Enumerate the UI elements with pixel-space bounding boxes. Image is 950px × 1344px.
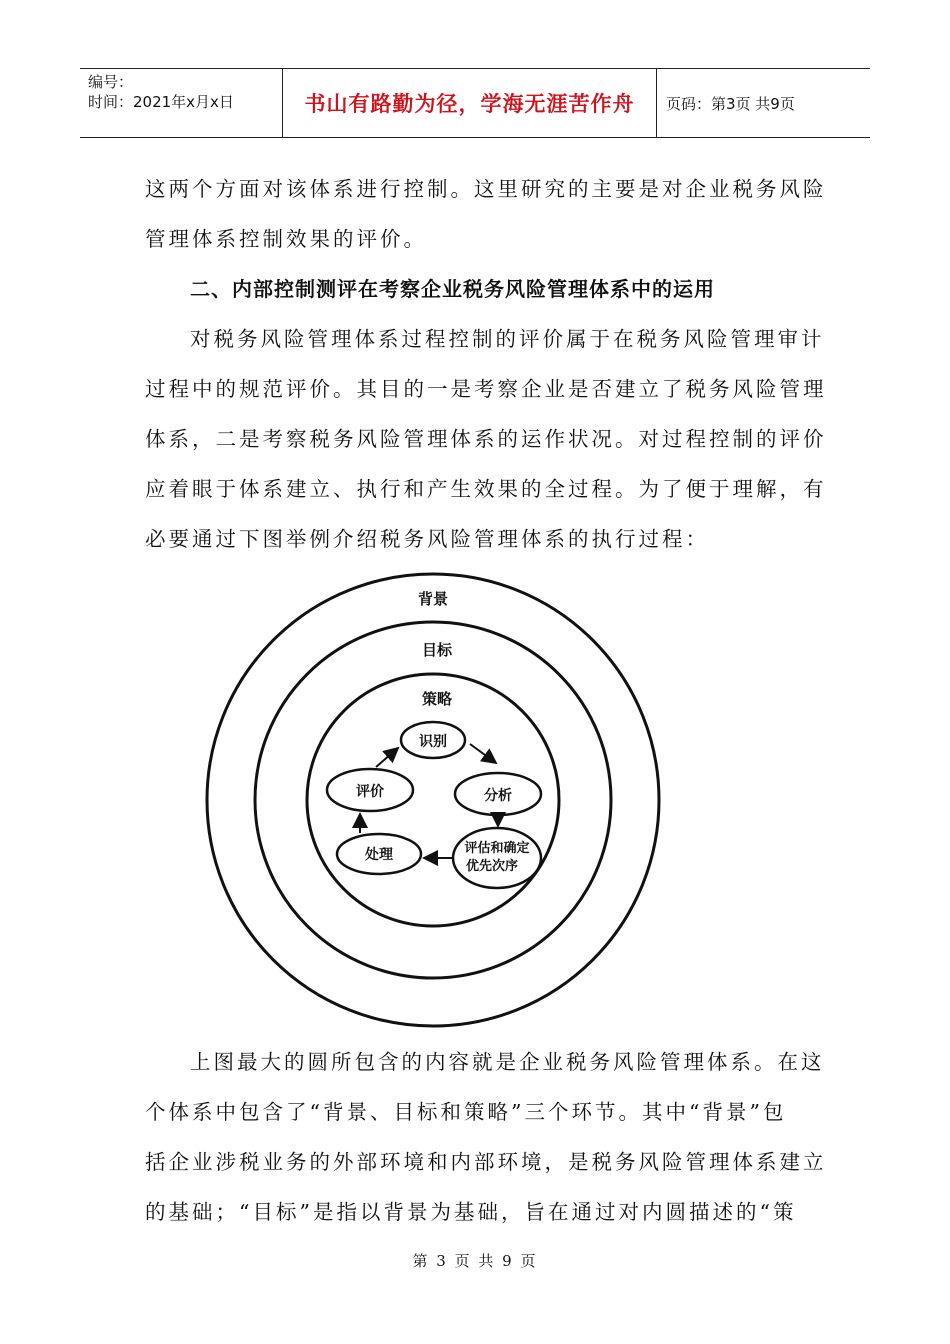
label-strategy: 策略 xyxy=(421,690,453,708)
node-evaluate-label-1: 评估和确定 xyxy=(464,841,530,856)
date-label: 时间：2021年x月x日 xyxy=(88,93,234,111)
header-page-info: 页码：第3页 共9页 xyxy=(666,94,795,113)
paragraph-line: 对税务风险管理体系过程控制的评价属于在税务风险管理审计 xyxy=(190,327,825,351)
paragraph-line: 括企业涉税业务的外部环境和内部环境，是税务风险管理体系建立 xyxy=(145,1150,827,1174)
node-evaluate-label-2: 优先次序 xyxy=(465,859,519,874)
paragraph-line: 上图最大的圆所包含的内容就是企业税务风险管理体系。在这 xyxy=(190,1050,825,1074)
arrow-review-identify xyxy=(376,748,398,767)
label-background: 背景 xyxy=(417,590,449,608)
node-review-label: 评价 xyxy=(356,784,384,800)
paragraph-line: 管理体系控制效果的评价。 xyxy=(145,227,427,251)
header-meta-cell xyxy=(80,69,283,137)
node-evaluate xyxy=(453,828,541,888)
node-identify-label: 识别 xyxy=(419,734,447,750)
paragraph-line: 这两个方面对该体系进行控制。这里研究的主要是对企业税务风险 xyxy=(145,177,827,201)
header-motto: 书山有路勤为径，学海无涯苦作舟 xyxy=(283,69,657,137)
label-objective: 目标 xyxy=(421,641,453,659)
paragraph-line: 过程中的规范评价。其目的一是考察企业是否建立了税务风险管理 xyxy=(145,377,827,401)
code-label: 编号： xyxy=(88,73,134,91)
node-treat-label: 处理 xyxy=(365,847,393,863)
node-analyze-label: 分析 xyxy=(484,788,512,804)
page-header xyxy=(80,68,870,138)
arrow-identify-analyze xyxy=(470,744,496,763)
section-heading: 二、内部控制测评在考察企业税务风险管理体系中的运用 xyxy=(190,277,715,301)
paragraph-line: 体系，二是考察税务风险管理体系的运作状况。对过程控制的评价 xyxy=(145,427,827,451)
risk-management-diagram xyxy=(190,560,680,1030)
page-footer: 第 3 页 共 9 页 xyxy=(412,1252,538,1270)
paragraph-line: 应着眼于体系建立、执行和产生效果的全过程。为了便于理解，有 xyxy=(145,477,827,501)
paragraph-line: 个体系中包含了“背景、目标和策略”三个环节。其中“背景”包 xyxy=(145,1100,787,1124)
paragraph-line: 必要通过下图举例介绍税务风险管理体系的执行过程： xyxy=(145,527,709,551)
paragraph-line: 的基础；“目标”是指以背景为基础，旨在通过对内圆描述的“策 xyxy=(145,1200,797,1224)
